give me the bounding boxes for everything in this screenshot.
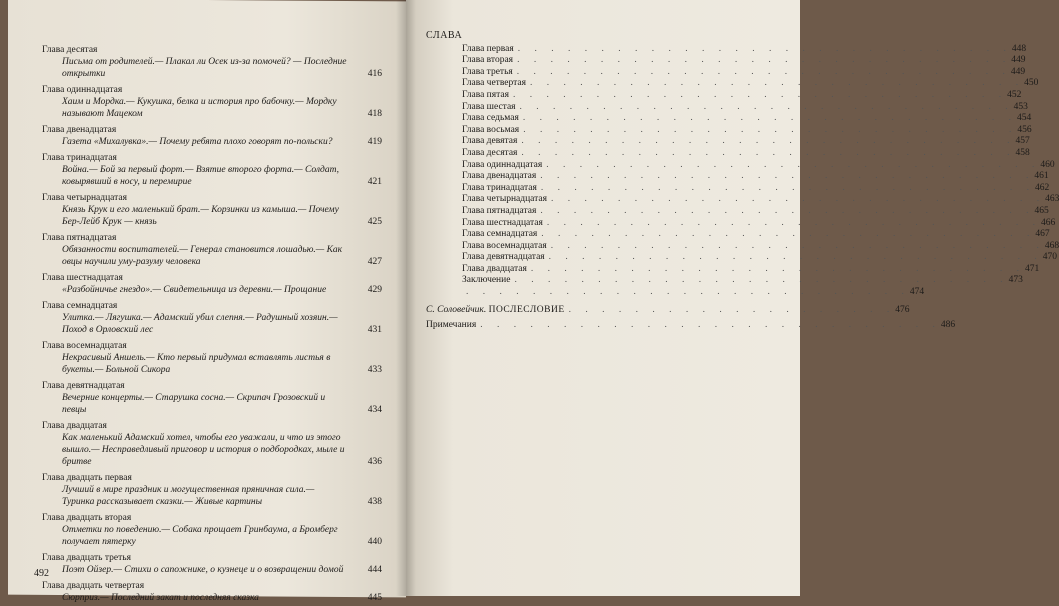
chapter-summary [62, 96, 382, 120]
chapter-summary [62, 244, 382, 268]
chapter-title: Глава тринадцатая [42, 153, 117, 163]
toc-page-number: 458 [1015, 147, 1030, 158]
toc-row: Глава девятнадцатая . . . . . . . . . . . . . . . . . . . . . . . . . . . . . . 470 [462, 252, 1058, 263]
toc-entry [42, 192, 382, 228]
toc-page-number: 456 [1017, 124, 1032, 135]
chapter-title: Глава двадцать третья [42, 553, 131, 563]
toc-page-number: 461 [1034, 171, 1049, 182]
chapter-summary-text: Письма от родителей.— Плакал ли Осек из-за помочей? — Последние открытки [62, 57, 347, 79]
chapter-title: Глава десятая [42, 45, 98, 55]
chapter-summary [62, 56, 382, 80]
toc-entry [42, 472, 382, 508]
toc-page-number: 453 [1013, 101, 1028, 112]
toc-page-number: 416 [367, 69, 382, 79]
chapter-title: Глава двадцать вторая [42, 513, 132, 523]
toc-row: Глава восьмая . . . . . . . . . . . . . . . . . . . . . . . . . . . . . . 456 [462, 124, 1032, 135]
toc-row-notes: Примечания . . . . . . . . . . . . . . . . . . . . . . . . . . . . 486 [426, 320, 956, 331]
toc-row-afterword: С. Соловейчик. ПОСЛЕСЛОВИЕ . . . . . . . . . . . . . . . . . . . . 476 [426, 304, 910, 315]
toc-page-number: 449 [1010, 66, 1026, 77]
toc-page-number: 440 [367, 537, 382, 547]
chapter-label: Глава седьмая [462, 113, 519, 124]
chapter-label: Глава двенадцатая [462, 171, 537, 182]
toc-row-extra: . . . . . . . . . . . . . . . . . . . . . . . . . . . 474 [466, 287, 925, 298]
toc-row: Глава четвертая . . . . . . . . . . . . . . . . . . . . . . . . . . . . . . 450 [462, 78, 1039, 89]
toc-page-number: 471 [1024, 263, 1040, 274]
toc-page-number: 425 [367, 217, 382, 227]
notes-label: Примечания [426, 320, 477, 331]
chapter-label: Глава третья [462, 66, 513, 77]
left-toc [42, 40, 382, 606]
chapter-summary [62, 392, 382, 416]
toc-page-number: 436 [367, 457, 382, 467]
toc-row: Глава двадцатая . . . . . . . . . . . . . . . . . . . . . . . . . . . . . . 471 [462, 263, 1040, 274]
chapter-summary [62, 136, 382, 148]
toc-row: Глава седьмая . . . . . . . . . . . . . . . . . . . . . . . . . . . . . . 454 [462, 113, 1032, 124]
toc-row: Глава пятая . . . . . . . . . . . . . . . . . . . . . . . . . . . . . . 452 [462, 89, 1022, 100]
chapter-title: Глава девятнадцатая [42, 381, 125, 391]
toc-entry [42, 300, 382, 336]
page-number: 492 [34, 568, 49, 579]
chapter-label: Глава пятая [462, 89, 509, 100]
toc-page-number: 448 [1011, 43, 1027, 54]
chapter-summary-text: Улитка.— Лягушка.— Адамский убил слепня.— Радушный хозяин.— Поход в Орловский лес [62, 313, 338, 335]
chapter-title: Глава одиннадцатая [42, 85, 123, 95]
chapter-label: Глава пятнадцатая [462, 205, 537, 216]
toc-page-number: 476 [895, 304, 910, 315]
toc-page-number: 444 [367, 565, 382, 575]
toc-page-number: 473 [1008, 275, 1023, 286]
chapter-summary-text: Некрасивый Аншель.— Кто первый придумал вставлять листья в букеты.— Больной Сикора [62, 353, 331, 375]
chapter-summary [62, 564, 382, 576]
toc-page-number: 427 [367, 257, 382, 267]
chapter-title: Глава семнадцатая [42, 301, 118, 311]
chapter-label: Глава семнадцатая [462, 229, 538, 240]
chapter-summary-text: «Разбойничье гнездо».— Свидетельница из деревни.— Прощание [62, 285, 327, 295]
chapter-summary [62, 592, 382, 604]
chapter-label: Глава первая [462, 43, 514, 54]
chapter-title: Глава двадцать первая [42, 473, 132, 483]
toc-row: Глава четырнадцатая . . . . . . . . . . . . . . . . . . . . . . . . . . . . . . 463 [462, 194, 1059, 205]
toc-row: Глава двенадцатая . . . . . . . . . . . . . . . . . . . . . . . . . . . . . . 461 [462, 171, 1049, 182]
toc-row: Глава девятая . . . . . . . . . . . . . . . . . . . . . . . . . . . . . . 457 [462, 136, 1030, 147]
toc-page-number: 434 [367, 405, 382, 415]
toc-page-number: 474 [909, 287, 925, 298]
chapter-summary-text: Князь Крук и его маленький брат.— Корзинки из камыша.— Почему Бер-Лейб Крук — князь [62, 205, 339, 227]
toc-row: Глава семнадцатая . . . . . . . . . . . . . . . . . . . . . . . . . . . . . . 467 [462, 229, 1050, 240]
chapter-summary-text: Газета «Михалувка».— Почему ребята плохо говорят по-польски? [62, 137, 333, 147]
toc-page-number: 433 [367, 365, 382, 375]
chapter-summary [62, 484, 382, 508]
chapter-label: Глава четырнадцатая [462, 194, 548, 205]
chapter-summary-text: Сюрприз.— Последний закат и последняя сказка [62, 593, 259, 603]
chapter-list [462, 43, 1059, 287]
toc-entry [42, 84, 382, 120]
toc-row: Глава тринадцатая . . . . . . . . . . . . . . . . . . . . . . . . . . . . . . 462 [462, 182, 1050, 193]
chapter-label: Заключение [462, 275, 511, 286]
toc-page-number: 465 [1034, 205, 1049, 216]
toc-row: Глава шестнадцатая . . . . . . . . . . . . . . . . . . . . . . . . . . . . . . 466 [462, 217, 1056, 228]
toc-page-number: 486 [940, 320, 956, 331]
toc-page-number: 470 [1042, 252, 1058, 263]
toc-page-number: 445 [367, 593, 382, 603]
toc-row: Глава пятнадцатая . . . . . . . . . . . . . . . . . . . . . . . . . . . . . . 465 [462, 205, 1049, 216]
chapter-label: Глава девятая [462, 136, 518, 147]
chapter-summary-text: Поэт Ойзер.— Стихи о сапожнике, о кузнеце и о возвращении домой [62, 565, 344, 575]
toc-row: Глава первая . . . . . . . . . . . . . . . . . . . . . . . . . . . . . . 448 [462, 43, 1027, 54]
chapter-summary-text: Хаим и Мордка.— Кукушка, белка и история про бабочку.— Мордку называют Мацеком [62, 97, 337, 119]
toc-row: Глава десятая . . . . . . . . . . . . . . . . . . . . . . . . . . . . . . 458 [462, 147, 1030, 158]
toc-page-number: 460 [1040, 159, 1055, 170]
chapter-summary [62, 312, 382, 336]
toc-row: Глава вторая . . . . . . . . . . . . . . . . . . . . . . . . . . . . . . 449 [462, 55, 1026, 66]
toc-page-number: 421 [367, 177, 382, 187]
chapter-title: Глава двенадцатая [42, 125, 117, 135]
toc-page-number: 463 [1045, 194, 1059, 205]
toc-page-number: 418 [367, 109, 382, 119]
chapter-label: Глава шестая [462, 101, 516, 112]
chapter-label: Глава шестнадцатая [462, 217, 543, 228]
chapter-label: Глава двадцатая [462, 263, 527, 274]
chapter-title: Глава двадцать четвертая [42, 581, 145, 591]
chapter-summary-text: Лучший в мире праздник и могущественная пряничная сила.— Туринка рассказывает сказки.— Живые картины [62, 485, 315, 507]
toc-entry [42, 232, 382, 268]
toc-page-number: 457 [1015, 136, 1030, 147]
chapter-summary-text: Вечерние концерты.— Старушка сосна.— Скрипач Грозовский и певцы [62, 393, 326, 415]
right-toc [426, 30, 1059, 336]
chapter-label: Глава одиннадцатая [462, 159, 543, 170]
toc-page-number: 452 [1007, 89, 1022, 100]
toc-entry [42, 420, 382, 468]
chapter-summary-text: Война.— Бой за первый форт.— Взятие второго форта.— Солдат, ковырявший в носу, и перемирие [62, 165, 340, 187]
chapter-title: Глава пятнадцатая [42, 233, 117, 243]
section-title: СЛАВА [426, 30, 463, 41]
chapter-summary-text: Обязанности воспитателей.— Генерал становится лошадью.— Как овцы научили уму-разуму человека [62, 245, 343, 267]
chapter-title: Глава двадцатая [42, 421, 107, 431]
toc-entry [42, 340, 382, 376]
toc-page-number: 454 [1016, 113, 1032, 124]
toc-entry [42, 580, 382, 604]
chapter-label: Глава тринадцатая [462, 182, 537, 193]
toc-page-number: 450 [1024, 78, 1039, 89]
toc-entry [42, 124, 382, 148]
chapter-summary [62, 524, 382, 548]
chapter-summary [62, 432, 382, 468]
chapter-label: Глава вторая [462, 55, 514, 66]
toc-entry [42, 512, 382, 548]
toc-entry [42, 552, 382, 576]
toc-page-number: 466 [1041, 217, 1056, 228]
toc-entry [42, 272, 382, 296]
toc-row: Глава одиннадцатая . . . . . . . . . . . . . . . . . . . . . . . . . . . . . . 460 [462, 159, 1055, 170]
chapter-summary [62, 352, 382, 376]
chapter-label: Глава восьмая [462, 124, 520, 135]
toc-page-number: 468 [1044, 240, 1059, 251]
chapter-label: Глава девятнадцатая [462, 252, 545, 263]
chapter-title: Глава шестнадцатая [42, 273, 123, 283]
toc-entry [42, 380, 382, 416]
toc-page-number: 419 [367, 137, 382, 147]
toc-page-number: 429 [367, 285, 382, 295]
toc-page-number: 462 [1034, 182, 1050, 193]
toc-page-number: 438 [367, 497, 382, 507]
toc-page-number: 449 [1011, 55, 1026, 66]
book-gutter [396, 0, 416, 596]
chapter-summary [62, 204, 382, 228]
toc-row: Глава восемнадцатая . . . . . . . . . . . . . . . . . . . . . . . . . . . . . . 468 [462, 240, 1059, 251]
chapter-title: Глава восемнадцатая [42, 341, 127, 351]
chapter-summary-text: Отметки по поведению.— Собака прощает Гринбаума, а Бромберг получает пятерку [62, 525, 338, 547]
toc-page-number: 431 [367, 325, 382, 335]
toc-page-number: 467 [1035, 229, 1050, 240]
toc-entry [42, 152, 382, 188]
toc-entry [42, 44, 382, 80]
toc-row: Глава третья . . . . . . . . . . . . . . . . . . . . . . . . . . . . . . 449 [462, 66, 1026, 77]
chapter-summary-text: Как маленький Адамский хотел, чтобы его уважали, и что из этого вышло.— Несправедливый приговор и история о подбородках, мыле и бритве [62, 433, 345, 467]
chapter-label: Глава десятая [462, 147, 518, 158]
chapter-summary [62, 164, 382, 188]
chapter-label: Глава четвертая [462, 78, 526, 89]
afterword-title: ПОСЛЕСЛОВИЕ [488, 304, 565, 315]
afterword-author: С. Соловейчик. [426, 304, 487, 315]
chapter-title: Глава четырнадцатая [42, 193, 128, 203]
toc-row: Глава шестая . . . . . . . . . . . . . . . . . . . . . . . . . . . . . . 453 [462, 101, 1028, 112]
chapter-summary [62, 284, 382, 296]
chapter-label: Глава восемнадцатая [462, 240, 547, 251]
toc-row: Заключение . . . . . . . . . . . . . . . . . . . . . . . . . . . . . . 473 [462, 275, 1023, 286]
